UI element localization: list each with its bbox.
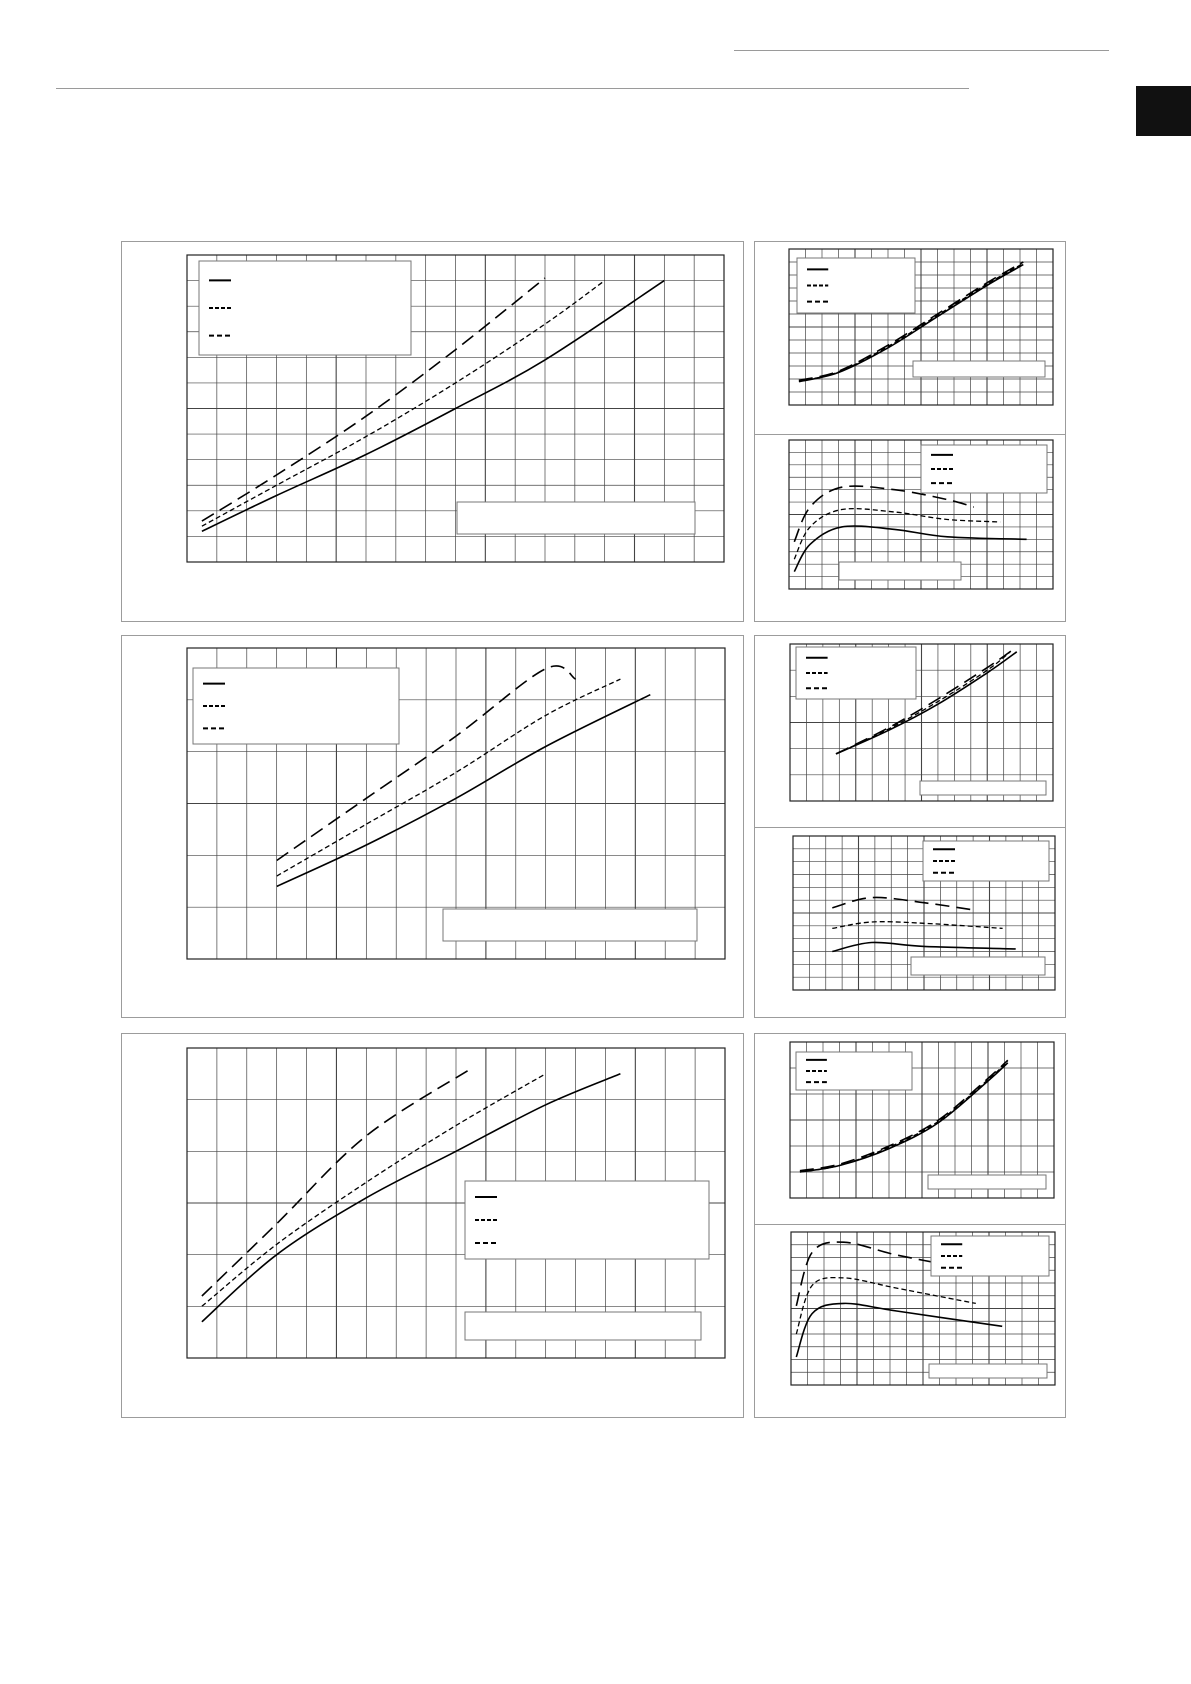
series-line-dashed bbox=[794, 486, 974, 542]
chart-7 bbox=[187, 1048, 725, 1358]
chart-6 bbox=[793, 836, 1055, 990]
chart-9 bbox=[791, 1232, 1055, 1385]
series-line-dashed bbox=[832, 897, 976, 910]
legend bbox=[931, 1236, 1049, 1276]
note-box bbox=[920, 781, 1046, 795]
note-box bbox=[457, 502, 695, 534]
legend bbox=[921, 445, 1047, 493]
legend bbox=[796, 1052, 912, 1090]
chart-5 bbox=[790, 644, 1053, 801]
chart-3 bbox=[789, 440, 1053, 589]
side-panel-divider-3 bbox=[754, 1224, 1066, 1225]
note-box bbox=[911, 957, 1045, 975]
header-rule-short bbox=[734, 50, 1109, 51]
note-box bbox=[929, 1364, 1047, 1378]
legend-box bbox=[465, 1181, 709, 1259]
series-line-dotted bbox=[832, 922, 1002, 929]
legend bbox=[797, 258, 915, 313]
header-rule-long bbox=[56, 88, 969, 89]
legend bbox=[199, 261, 411, 355]
legend bbox=[796, 647, 916, 699]
note-box bbox=[928, 1175, 1046, 1189]
note-box bbox=[443, 909, 697, 941]
note-box bbox=[913, 361, 1045, 377]
series-line-solid bbox=[796, 1303, 1002, 1357]
chart-4 bbox=[187, 648, 725, 959]
chart-8 bbox=[790, 1042, 1054, 1198]
chart-2 bbox=[789, 249, 1053, 405]
section-tab-marker bbox=[1136, 86, 1191, 136]
chart-1 bbox=[187, 255, 724, 562]
side-panel-divider-2 bbox=[754, 827, 1066, 828]
legend bbox=[193, 668, 399, 744]
legend bbox=[465, 1181, 709, 1259]
note-box bbox=[465, 1312, 701, 1340]
note-box bbox=[839, 562, 961, 580]
legend bbox=[923, 841, 1049, 881]
side-panel-divider-1 bbox=[754, 434, 1066, 435]
